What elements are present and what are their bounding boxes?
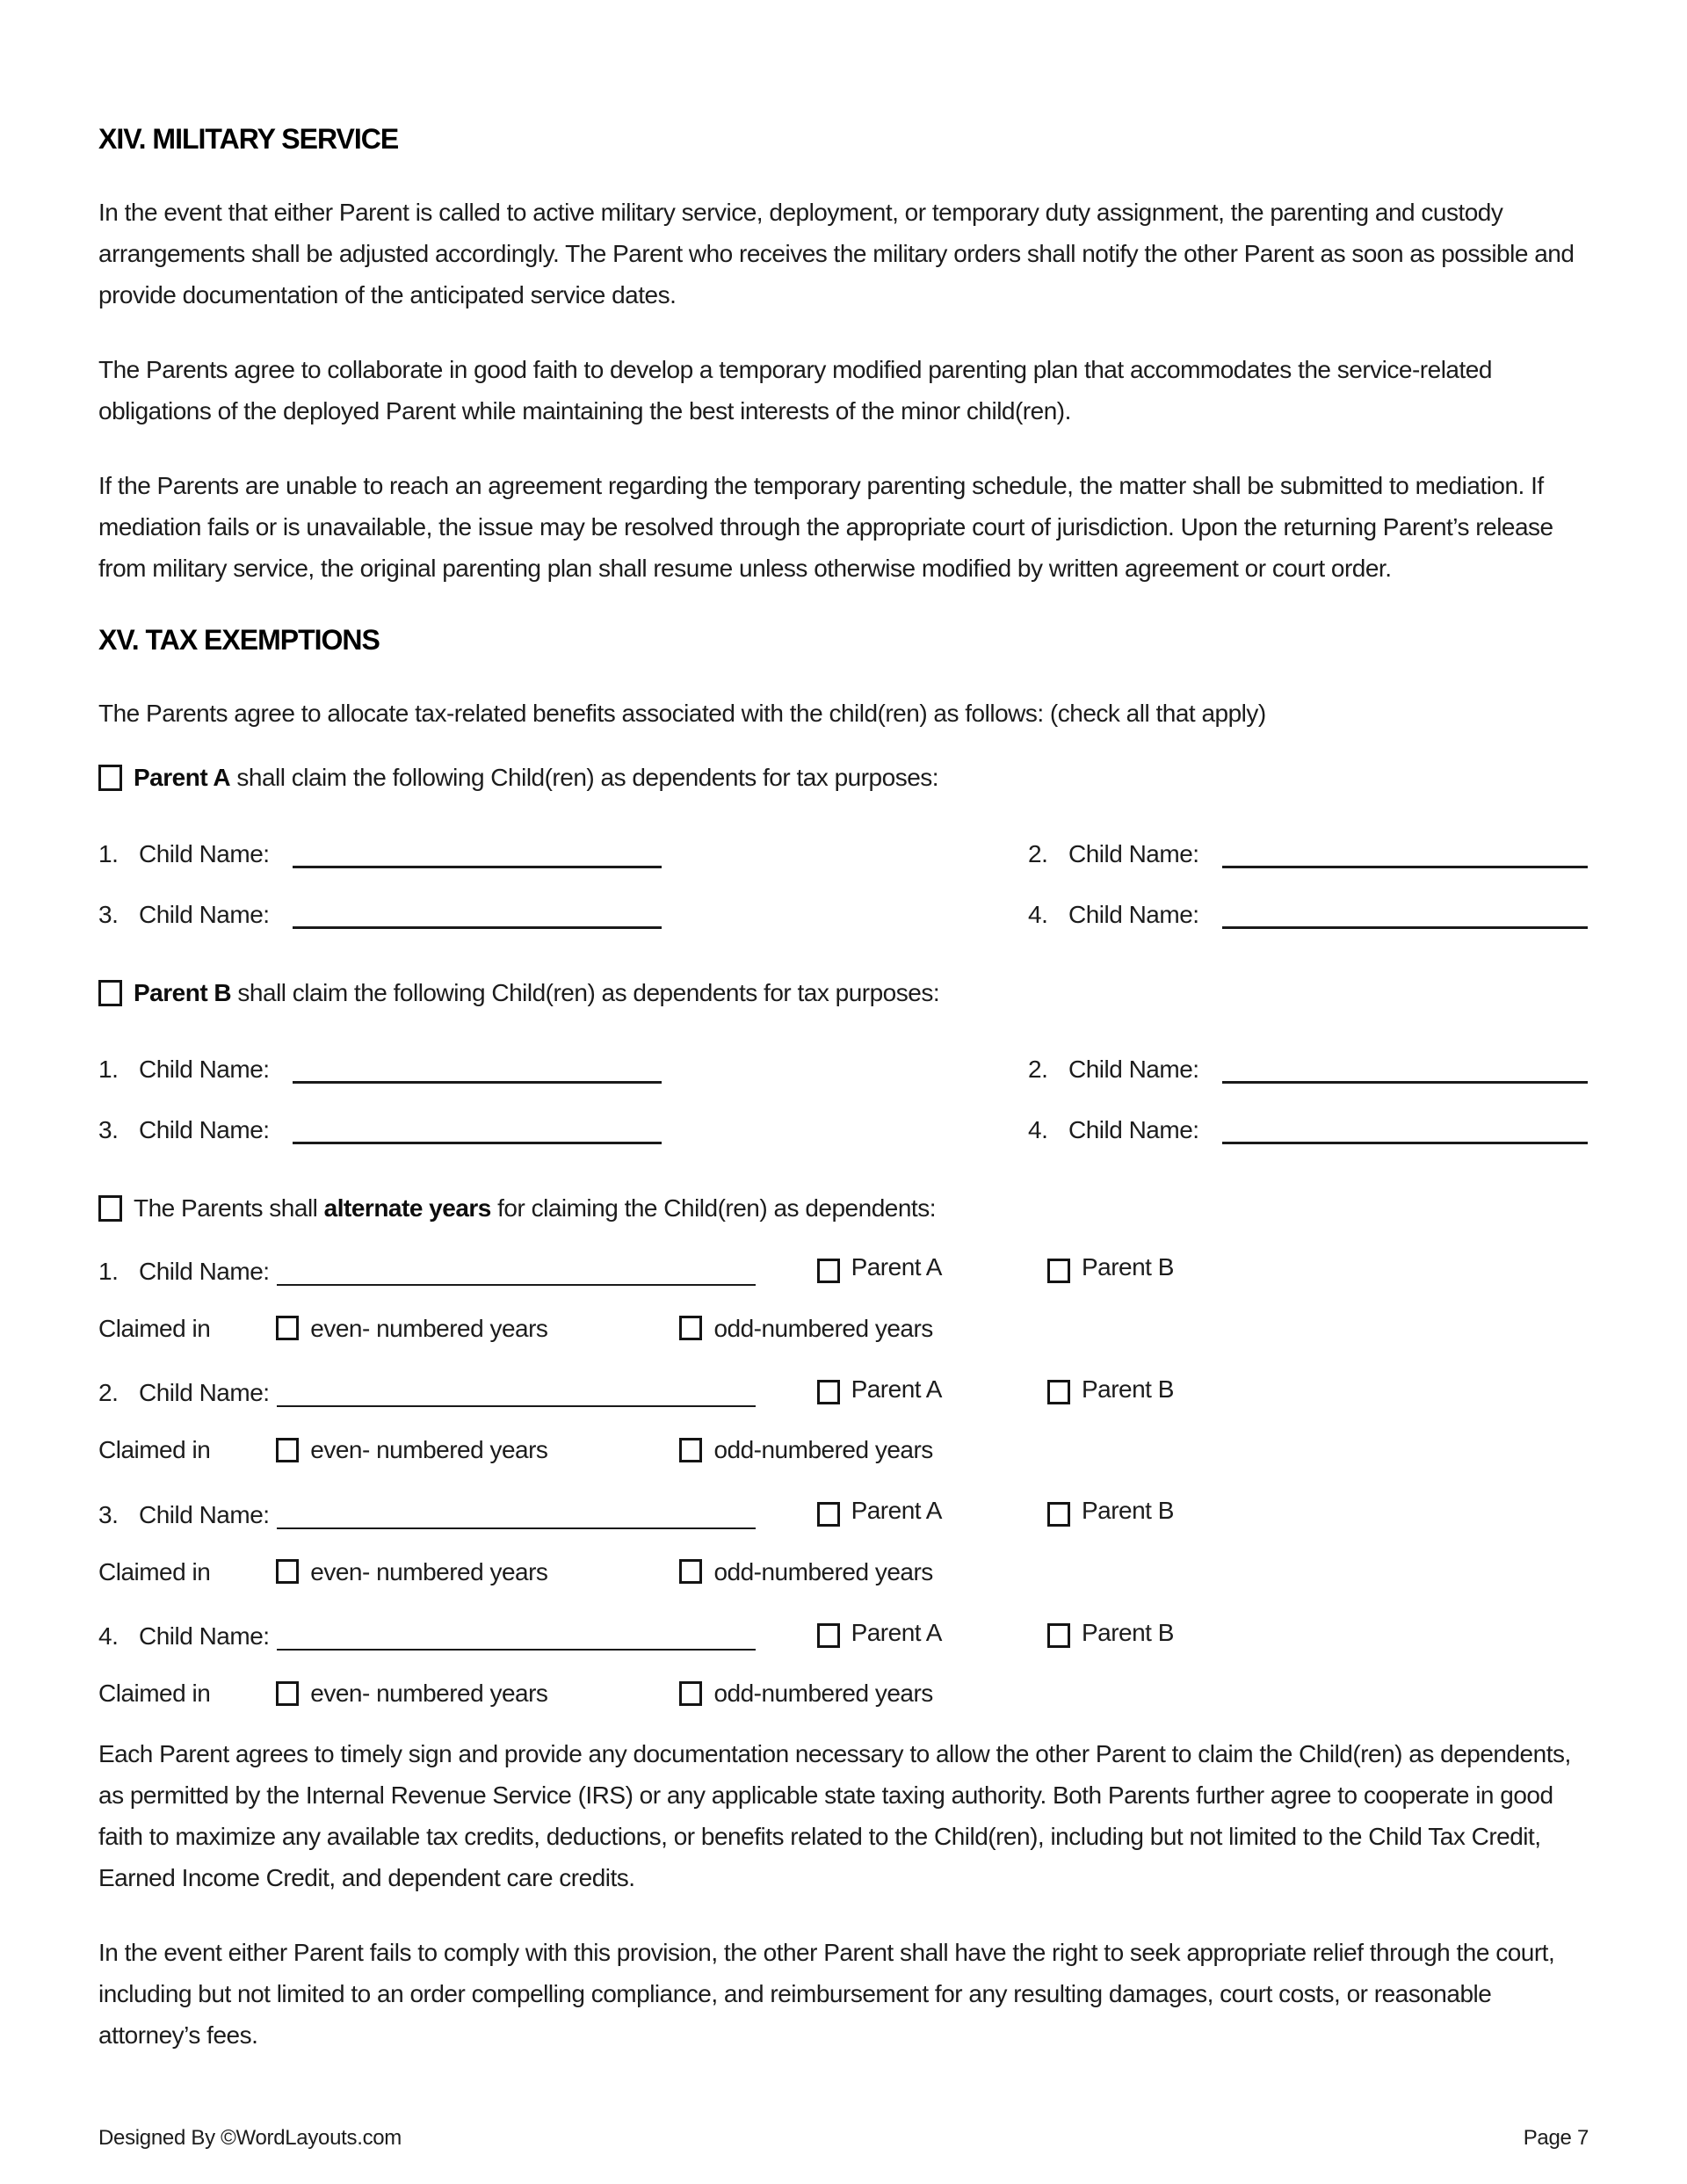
odd-years-checkbox[interactable] [679, 1681, 702, 1706]
parent-a-children-fields [98, 833, 1589, 935]
field-label: Child Name: [139, 840, 270, 867]
section-heading-tax: XV. TAX EXEMPTIONS [98, 624, 380, 656]
odd-years-option [679, 1429, 932, 1470]
child-name-field [1028, 833, 1589, 874]
odd-years-checkbox[interactable] [679, 1438, 702, 1462]
odd-years-label: odd-numbered years [713, 1314, 933, 1342]
field-number: 4. [1028, 901, 1048, 928]
even-years-label: even- numbered years [310, 1436, 548, 1463]
parent-b-option [1047, 1368, 1174, 1410]
field-number: 2. [1028, 840, 1048, 867]
field-label: Child Name: [1068, 901, 1199, 928]
parent-b-checkbox[interactable] [1047, 1380, 1070, 1404]
child-name-blank-line[interactable] [1222, 1079, 1588, 1084]
parent-b-checkbox[interactable] [1047, 1623, 1070, 1648]
field-label: Child Name: [139, 1116, 270, 1143]
footer-page-number: Page 7 [1523, 2126, 1589, 2150]
parent-b-claim-checkbox[interactable] [98, 980, 122, 1006]
parent-b-children-fields [98, 1048, 1589, 1150]
child-name-write-line[interactable] [277, 1282, 756, 1286]
tax-closing-paragraph-2: In the event either Parent fails to comply with this provision, the other Parent shall have the right to seek appropriate relief through the court, including but not limited to an order compelling compliance, and reimbursement for any resulting damages, court costs, or reasonable attorney’s fees. [98, 1939, 1555, 2049]
parent-b-claim-rest: shall claim the following Child(ren) as dependents for tax purposes: [231, 979, 940, 1006]
parent-b-label: Parent B [134, 979, 232, 1006]
alternate-row-1-name-line [98, 1246, 1589, 1292]
even-years-option [276, 1551, 547, 1593]
parent-a-option [817, 1368, 942, 1410]
field-label: Child Name: [139, 1257, 270, 1285]
alternate-years-text [134, 1187, 936, 1229]
field-label: Child Name: [139, 1500, 270, 1528]
child-name-field [98, 1048, 1028, 1090]
parent-a-claim-option [98, 757, 1589, 798]
even-years-option [276, 1308, 547, 1349]
child-name-field [98, 1109, 1028, 1150]
even-years-label: even- numbered years [310, 1680, 548, 1707]
odd-years-checkbox[interactable] [679, 1316, 702, 1340]
parent-a-option-label: Parent A [851, 1618, 942, 1646]
parent-b-checkbox[interactable] [1047, 1259, 1070, 1283]
even-years-checkbox[interactable] [276, 1316, 299, 1340]
odd-years-option [679, 1672, 932, 1714]
parent-a-claim-text [134, 757, 938, 798]
parent-a-option [817, 1612, 942, 1653]
alternate-row-2-name-line [98, 1368, 1589, 1414]
child-name-field [98, 833, 1028, 874]
alternate-row-1 [98, 1246, 1589, 1349]
alternate-years-option [98, 1187, 1589, 1229]
child-name-blank-line[interactable] [1222, 1140, 1588, 1144]
field-number: 3. [98, 901, 119, 928]
alternate-bold: alternate years [323, 1194, 491, 1222]
parent-b-option-label: Parent B [1081, 1497, 1174, 1524]
field-label: Child Name: [139, 1622, 270, 1650]
child-name-blank-line[interactable] [293, 925, 662, 929]
child-name-field [1028, 1048, 1589, 1090]
even-years-checkbox[interactable] [276, 1681, 299, 1706]
parent-a-option-label: Parent A [851, 1375, 942, 1403]
parent-b-claim-option [98, 972, 1589, 1013]
even-years-option [276, 1429, 547, 1470]
field-label: Child Name: [1068, 840, 1199, 867]
field-label: Child Name: [139, 1056, 270, 1083]
alternate-row-3-claimed-line [98, 1551, 1589, 1593]
even-years-option [276, 1672, 547, 1714]
alternate-years-checkbox[interactable] [98, 1195, 122, 1222]
military-paragraph-1: In the event that either Parent is called to active military service, deployment, or temporary duty assignment, the parenting and custody arrangements shall be adjusted accordingly. The Parent who receives the military orders shall notify the other Parent as soon as possible and provide documentation of the anticipated service dates. [98, 199, 1575, 308]
parent-a-label: Parent A [134, 764, 231, 791]
claimed-in-label: Claimed in [98, 1557, 211, 1585]
parent-a-checkbox[interactable] [817, 1502, 840, 1527]
parent-a-checkbox[interactable] [817, 1259, 840, 1283]
odd-years-label: odd-numbered years [713, 1680, 933, 1707]
parent-b-option-label: Parent B [1081, 1375, 1174, 1403]
parent-b-checkbox[interactable] [1047, 1502, 1070, 1527]
field-number: 1. [98, 840, 119, 867]
alternate-row-2-claimed-line [98, 1429, 1589, 1470]
child-name-blank-line[interactable] [1222, 864, 1588, 868]
even-years-checkbox[interactable] [276, 1438, 299, 1462]
alternate-row-4 [98, 1612, 1589, 1715]
child-name-write-line[interactable] [277, 1526, 756, 1529]
odd-years-option [679, 1551, 932, 1593]
child-name-blank-line[interactable] [293, 1079, 662, 1084]
child-name-blank-line[interactable] [293, 864, 662, 868]
child-name-blank-line[interactable] [1222, 925, 1588, 929]
even-years-label: even- numbered years [310, 1314, 548, 1342]
parent-a-option [817, 1246, 942, 1288]
odd-years-option [679, 1308, 932, 1349]
alternate-row-4-claimed-line [98, 1672, 1589, 1714]
alternate-row-4-name-line [98, 1612, 1589, 1658]
field-number: 4. [98, 1622, 119, 1650]
odd-years-checkbox[interactable] [679, 1559, 702, 1584]
parent-b-option [1047, 1612, 1174, 1653]
parent-b-option-label: Parent B [1081, 1253, 1174, 1281]
field-number: 2. [1028, 1056, 1048, 1083]
footer-credit: Designed By ©WordLayouts.com [98, 2126, 402, 2150]
field-label: Child Name: [1068, 1116, 1199, 1143]
child-name-field [1028, 1109, 1589, 1150]
alternate-row-1-claimed-line [98, 1308, 1589, 1349]
claimed-in-label: Claimed in [98, 1436, 211, 1463]
even-years-checkbox[interactable] [276, 1559, 299, 1584]
parent-a-option [817, 1490, 942, 1531]
child-name-field [98, 894, 1028, 935]
child-name-blank-line[interactable] [293, 1140, 662, 1144]
parent-a-checkbox[interactable] [817, 1380, 840, 1404]
alternate-post: for claiming the Child(ren) as dependents: [490, 1194, 936, 1222]
tax-closing-paragraph-1: Each Parent agrees to timely sign and provide any documentation necessary to allow the other Parent to claim the Child(ren) as dependents, as permitted by the Internal Revenue Service (IRS) or any applicable state taxing authority. Both Parents further agree to cooperate in good faith to maximize any available tax credits, deductions, or benefits related to the Child(ren), including but not limited to the Child Tax Credit, Earned Income Credit, and dependent care credits. [98, 1740, 1571, 1891]
parent-a-claim-checkbox[interactable] [98, 765, 122, 791]
field-number: 3. [98, 1500, 119, 1528]
military-paragraph-2: The Parents agree to collaborate in good faith to develop a temporary modified parenting plan that accommodates the service-related obligations of the deployed Parent while maintaining the best interests of the minor child(ren). [98, 356, 1492, 424]
parent-b-option-label: Parent B [1081, 1618, 1174, 1646]
parent-b-option [1047, 1246, 1174, 1288]
odd-years-label: odd-numbered years [713, 1436, 933, 1463]
tax-intro-paragraph: The Parents agree to allocate tax-related benefits associated with the child(ren) as follows: (check all that apply) [98, 700, 1266, 727]
alternate-pre: The Parents shall [134, 1194, 324, 1222]
field-number: 4. [1028, 1116, 1048, 1143]
field-number: 1. [98, 1056, 119, 1083]
parent-a-checkbox[interactable] [817, 1623, 840, 1648]
parent-a-option-label: Parent A [851, 1253, 942, 1281]
claimed-in-label: Claimed in [98, 1680, 211, 1707]
odd-years-label: odd-numbered years [713, 1557, 933, 1585]
field-number: 2. [98, 1379, 119, 1406]
alternate-row-3 [98, 1490, 1589, 1593]
parent-b-claim-text [134, 972, 939, 1013]
field-label: Child Name: [139, 901, 270, 928]
section-heading-military: XIV. MILITARY SERVICE [98, 123, 399, 155]
parent-a-claim-rest: shall claim the following Child(ren) as dependents for tax purposes: [230, 764, 939, 791]
parent-a-option-label: Parent A [851, 1497, 942, 1524]
field-label: Child Name: [1068, 1056, 1199, 1083]
claimed-in-label: Claimed in [98, 1314, 211, 1342]
field-number: 3. [98, 1116, 119, 1143]
child-name-write-line[interactable] [277, 1647, 756, 1651]
alternate-row-3-name-line [98, 1490, 1589, 1535]
alternate-row-2 [98, 1368, 1589, 1471]
field-number: 1. [98, 1257, 119, 1285]
even-years-label: even- numbered years [310, 1557, 548, 1585]
field-label: Child Name: [139, 1379, 270, 1406]
child-name-field [1028, 894, 1589, 935]
page-footer [98, 2126, 1589, 2151]
child-name-write-line[interactable] [277, 1404, 756, 1407]
parent-b-option [1047, 1490, 1174, 1531]
military-paragraph-3: If the Parents are unable to reach an agreement regarding the temporary parenting schedule, the matter shall be submitted to mediation. If mediation fails or is unavailable, the issue may be resolved through the appropriate court of jurisdiction. Upon the returning Parent’s release from military service, the original parenting plan shall resume unless otherwise modified by written agreement or court order. [98, 472, 1553, 582]
